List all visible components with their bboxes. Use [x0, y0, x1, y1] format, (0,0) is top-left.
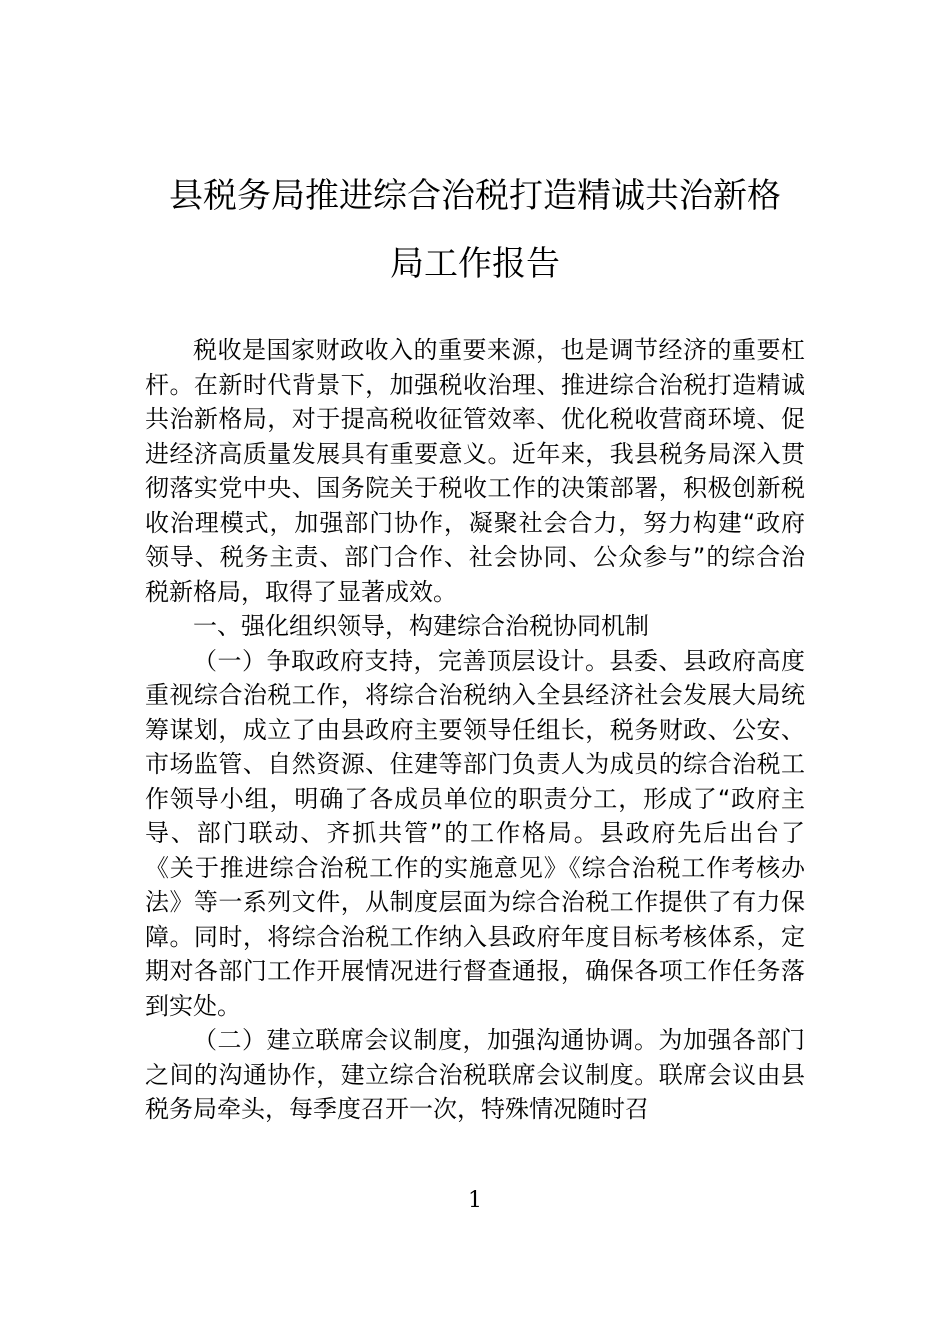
subsection-2-paragraph: （二）建立联席会议制度，加强沟通协调。为加强各部门之间的沟通协作，建立综合治税联席会议制度。联席会议由县税务局牵头，每季度召开一次，特殊情况随时召: [145, 1026, 805, 1123]
subsection-1-paragraph: （一）争取政府支持，完善顶层设计。县委、县政府高度重视综合治税工作，将综合治税纳入全县经济社会发展大局统筹谋划，成立了由县政府主要领导任组长，税务财政、公安、市场监管、自然资源、住建等部门负责人为成员的综合治税工作领导小组，明确了各成员单位的职责分工，形成了“政府主导、部门联动、齐抓共管”的工作格局。县政府先后出台了《关于推进综合治税工作的实施意见》《综合治税工作考核办法》等一系列文件，从制度层面为综合治税工作提供了有力保障。同时，将综合治税工作纳入县政府年度目标考核体系，定期对各部门工作开展情况进行督查通报，确保各项工作任务落到实处。: [145, 646, 805, 1020]
page-number: 1: [468, 1188, 482, 1213]
document-body: [145, 333, 805, 1127]
intro-paragraph: 税收是国家财政收入的重要来源，也是调节经济的重要杠杆。在新时代背景下，加强税收治理、推进综合治税打造精诚共治新格局，对于提高税收征管效率、优化税收营商环境、促进经济高质量发展具有重要意义。近年来，我县税务局深入贯彻落实党中央、国务院关于税收工作的决策部署，积极创新税收治理模式，加强部门协作，凝聚社会合力，努力构建“政府领导、税务主责、部门合作、社会协同、公众参与”的综合治税新格局，取得了显著成效。: [145, 336, 805, 606]
section-heading-1: 一、强化组织领导，构建综合治税协同机制: [193, 612, 649, 640]
document-title-line-2: 局工作报告: [390, 244, 560, 284]
document-title-line-1: 县税务局推进综合治税打造精诚共治新格: [169, 176, 781, 216]
